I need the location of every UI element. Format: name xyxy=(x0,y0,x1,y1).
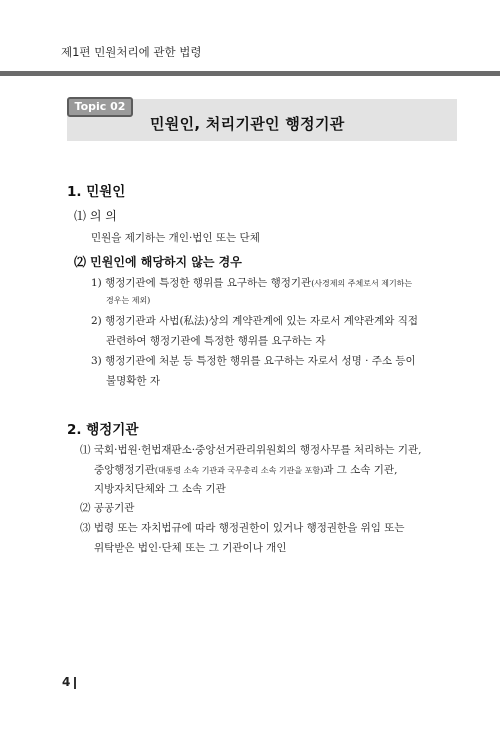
topic-title: 민원인, 처리기관인 행정기관 xyxy=(150,115,345,133)
agency-item-2: ⑵ 공공기관 xyxy=(80,502,135,514)
running-header: 제1편 민원처리에 관한 법령 xyxy=(61,45,202,59)
exclusion-item-3-line1: 3) 행정기관에 처분 등 특정한 행위를 요구하는 자로서 성명 · 주소 등이 xyxy=(91,355,416,367)
page-number: 4 xyxy=(62,675,71,689)
agency-item-1-line3: 지방자치단체와 그 소속 기관 xyxy=(94,483,226,495)
agency-item-1-line2 xyxy=(94,462,397,477)
exclusion-item-2-line1: 2) 행정기관과 사법(私法)상의 계약관계에 있는 자로서 계약관계와 직접 xyxy=(91,315,419,327)
agency-item-1-line1: ⑴ 국회·법원·헌법재판소·중앙선거관리위원회의 행정사무를 처리하는 기관, xyxy=(80,444,422,456)
definition-text: 민원을 제기하는 개인·법인 또는 단체 xyxy=(91,232,260,244)
subheading-exclusions: ⑵ 민원인에 해당하지 않는 경우 xyxy=(74,255,242,269)
header-rule xyxy=(0,71,500,76)
section-heading-1: 1. 민원인 xyxy=(67,184,126,200)
section-heading-2: 2. 행정기관 xyxy=(67,422,139,438)
exclusion-item-2-line2: 관련하여 행정기관에 특정한 행위를 요구하는 자 xyxy=(106,335,326,347)
exclusion-item-1-main: 1) 행정기관에 특정한 행위를 요구하는 행정기관 xyxy=(91,277,312,289)
agency-item-1-note: (대통령 소속 기관과 국무총리 소속 기관을 포함) xyxy=(154,466,324,475)
exclusion-item-1-note-cont: 경우는 제외) xyxy=(106,296,151,305)
agency-item-1-line2-b: 과 그 소속 기관, xyxy=(323,464,398,476)
exclusion-item-3-line2: 불명확한 자 xyxy=(106,375,161,387)
exclusion-item-1 xyxy=(91,275,412,290)
page-number-bar xyxy=(74,677,76,689)
exclusion-item-1-note: (사경제의 주체로서 제기하는 xyxy=(311,279,413,288)
topic-badge: Topic 02 xyxy=(67,97,133,117)
agency-item-3-line2: 위탁받은 법인·단체 또는 그 기관이나 개인 xyxy=(94,542,287,554)
agency-item-3-line1: ⑶ 법령 또는 자치법규에 따라 행정권한이 있거나 행정권한을 위임 또는 xyxy=(80,522,405,534)
agency-item-1-line2-a: 중앙행정기관 xyxy=(94,464,155,476)
subheading-definition: ⑴ 의 의 xyxy=(74,209,117,223)
